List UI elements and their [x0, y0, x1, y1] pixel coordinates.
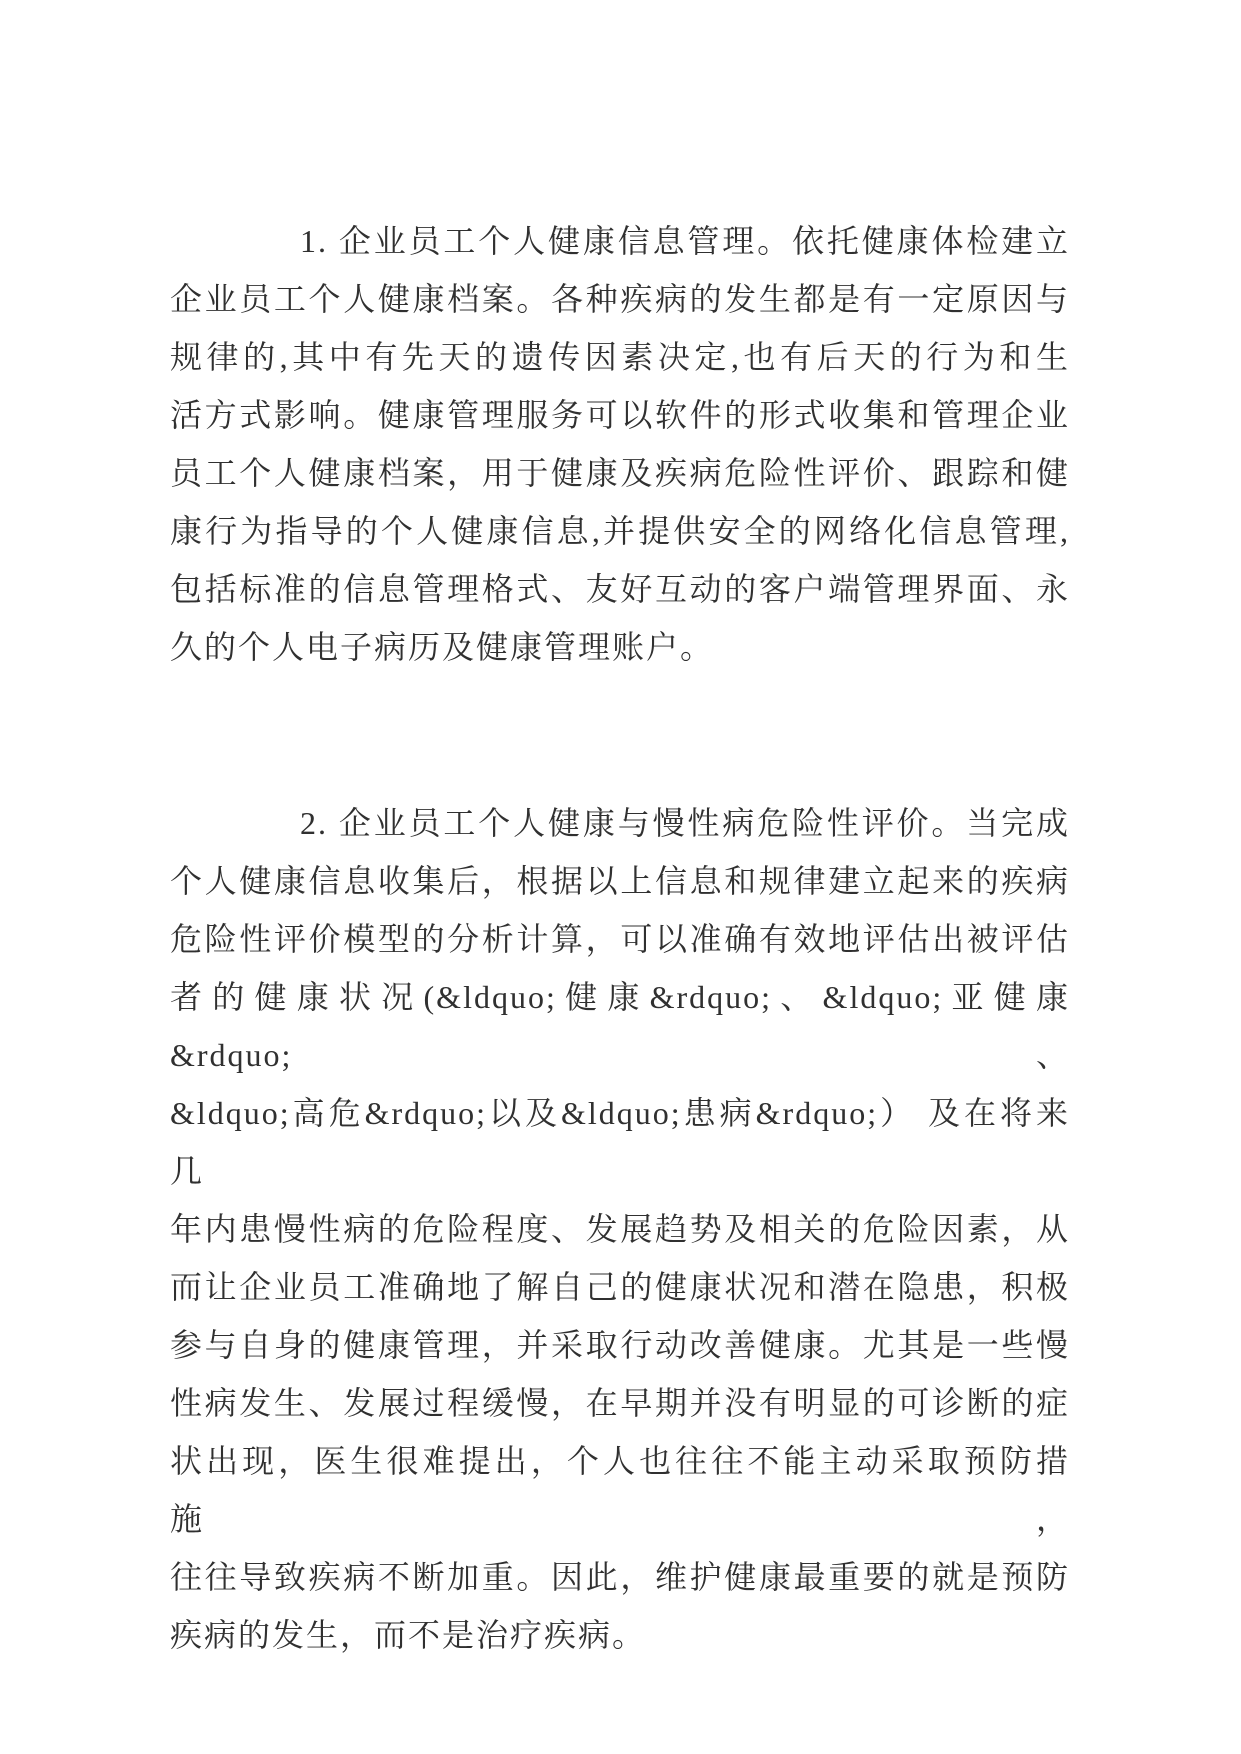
- text-line: 往往导致疾病不断加重。因此，维护健康最重要的就是预防: [170, 1559, 1070, 1595]
- text-line: 康行为指导的个人健康信息,并提供安全的网络化信息管理,: [170, 513, 1070, 549]
- text-line: 久的个人电子病历及健康管理账户。: [170, 629, 715, 665]
- document-content: [170, 212, 1070, 1664]
- text-line: &ldquo;高危&rdquo;以及&ldquo;患病&rdquo;） 及在将来几: [170, 1095, 1070, 1189]
- text-line: 活方式影响。健康管理服务可以软件的形式收集和管理企业: [170, 397, 1070, 433]
- text-line: 员工个人健康档案，用于健康及疾病危险性评价、跟踪和健: [170, 455, 1070, 491]
- paragraph-1: [170, 212, 1070, 676]
- text-line: 1. 企业员工个人健康信息管理。依托健康体检建立: [300, 223, 1070, 259]
- text-line: 2. 企业员工个人健康与慢性病危险性评价。当完成: [300, 805, 1070, 841]
- text-line: 性病发生、发展过程缓慢，在早期并没有明显的可诊断的症: [170, 1385, 1070, 1421]
- text-line: 而让企业员工准确地了解自己的健康状况和潜在隐患，积极: [170, 1269, 1070, 1305]
- text-line: 规律的,其中有先天的遗传因素决定,也有后天的行为和生: [170, 339, 1070, 375]
- text-line: 参与自身的健康管理，并采取行动改善健康。尤其是一些慢: [170, 1327, 1070, 1363]
- text-line: 状出现，医生很难提出，个人也往往不能主动采取预防措施，: [170, 1443, 1070, 1537]
- text-line: 疾病的发生，而不是治疗疾病。: [170, 1617, 647, 1653]
- text-line: 者的健康状况(&ldquo;健康&rdquo;、&ldquo;亚健康&rdquo;、: [170, 979, 1070, 1073]
- text-line: 包括标准的信息管理格式、友好互动的客户端管理界面、永: [170, 571, 1070, 607]
- text-line: 年内患慢性病的危险程度、发展趋势及相关的危险因素，从: [170, 1211, 1070, 1247]
- paragraph-2: [170, 794, 1070, 1664]
- text-line: 危险性评价模型的分析计算，可以准确有效地评估出被评估: [170, 921, 1070, 957]
- text-line: 企业员工个人健康档案。各种疾病的发生都是有一定原因与: [170, 281, 1070, 317]
- text-line: 个人健康信息收集后，根据以上信息和规律建立起来的疾病: [170, 863, 1070, 899]
